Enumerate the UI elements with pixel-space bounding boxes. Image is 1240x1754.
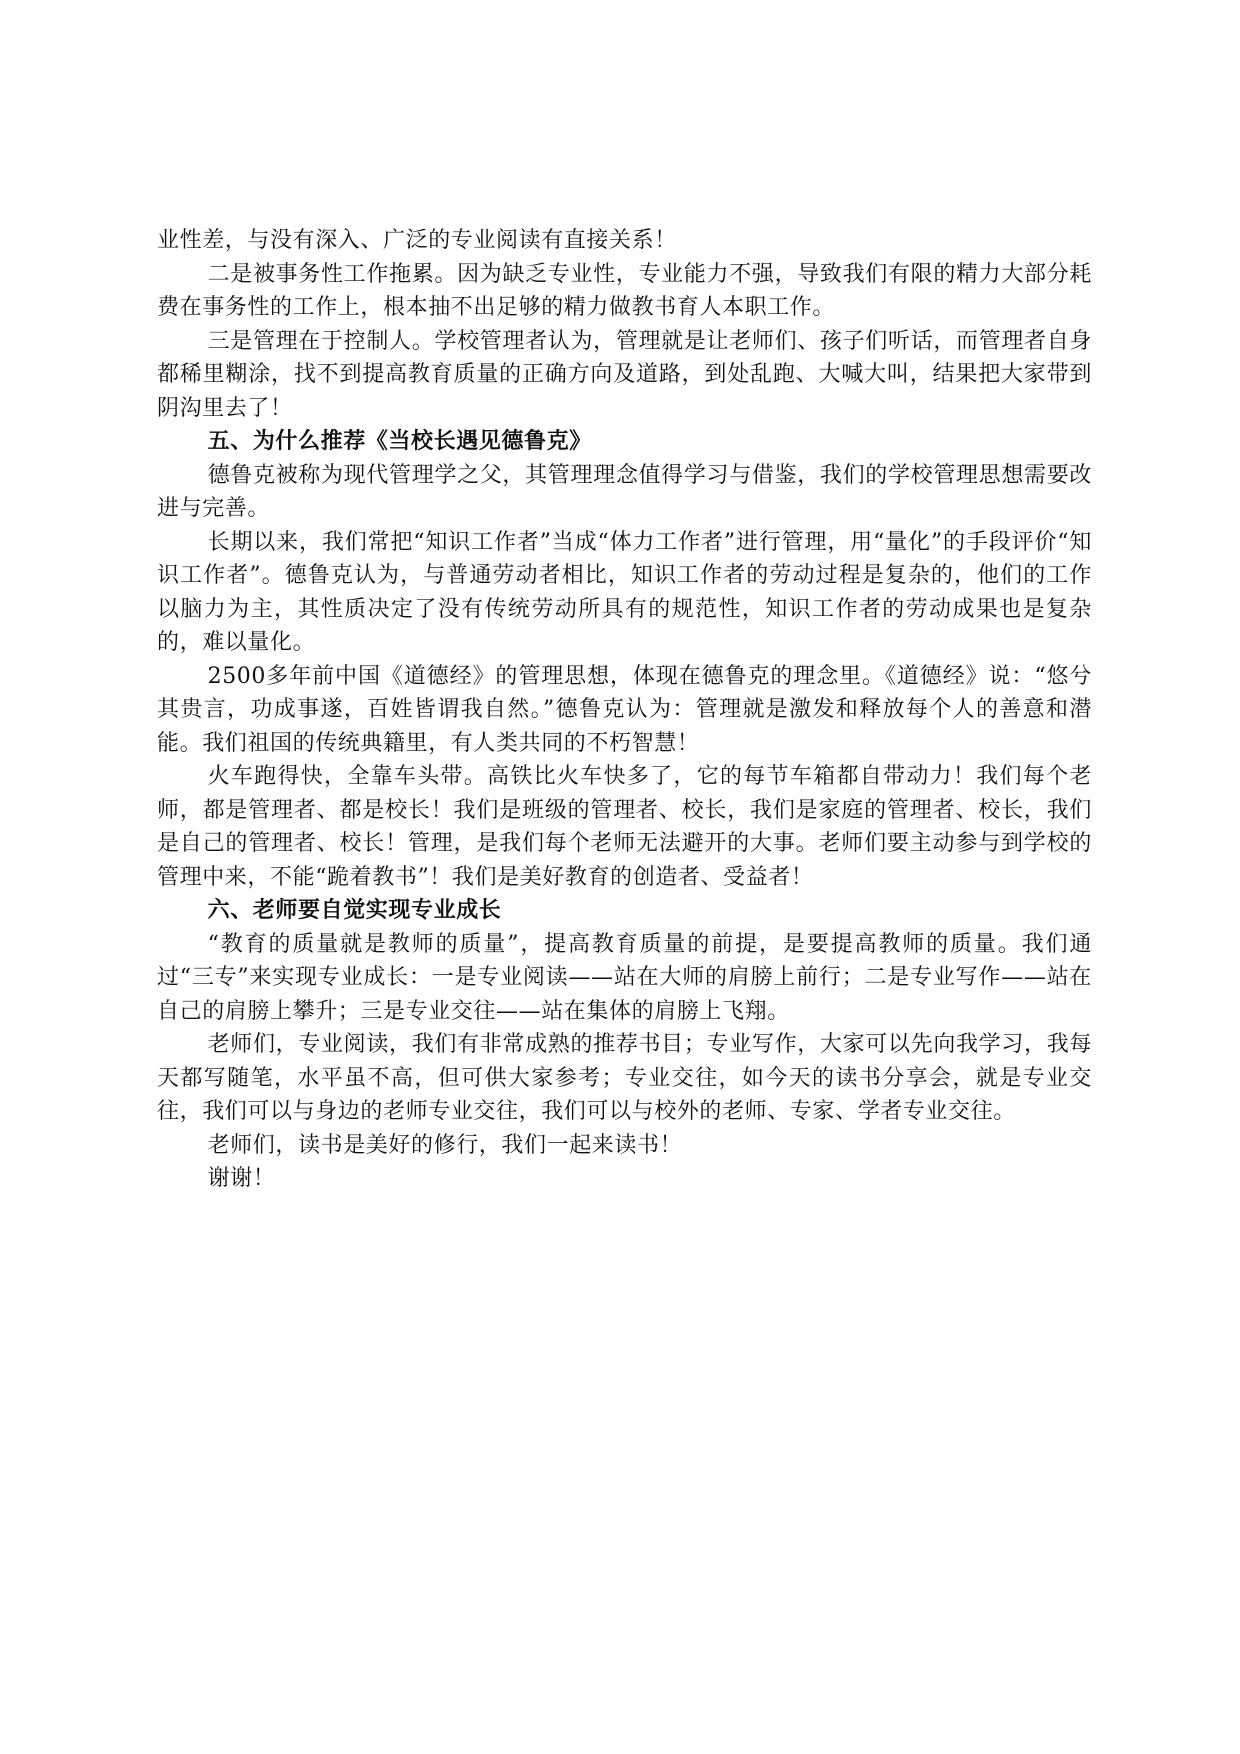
paragraph-drucker-intro: 德鲁克被称为现代管理学之父，其管理理念值得学习与借鉴，我们的学校管理思想需要改进与完善。 (157, 462, 1092, 521)
paragraph-train-metaphor: 火车跑得快，全靠车头带。高铁比火车快多了，它的每节车箱都自带动力！我们每个老师，都是管理者、都是校长！我们是班级的管理者、校长，我们是家庭的管理者、校长，我们是自己的管理者、校长！管理，是我们每个老师无法避开的大事。老师们要主动参与到学校的管理中来，不能“跪着教书”！我们是美好教育的创造者、受益者！ (157, 764, 1092, 890)
paragraph-three-professional: 老师们，专业阅读，我们有非常成熟的推荐书目；专业写作，大家可以先向我学习，我每天都写随笔，水平虽不高，但可供大家参考；专业交往，如今天的读书分享会，就是专业交往，我们可以与身边的老师专业交往，我们可以与校外的老师、专家、学者专业交往。 (157, 1032, 1092, 1124)
paragraph-point-three: 三是管理在于控制人。学校管理者认为，管理就是让老师们、孩子们听话，而管理者自身都稀里糊涂，找不到提高教育质量的正确方向及道路，到处乱跑、大喊大叫，结果把大家带到阴沟里去了！ (157, 328, 1092, 421)
section-heading-six: 六、老师要自觉实现专业成长 (207, 897, 502, 923)
paragraph-knowledge-workers: 长期以来，我们常把“知识工作者”当成“体力工作者”进行管理，用“量化”的手段评价“知识工作者”。德鲁克认为，与普通劳动者相比，知识工作者的劳动过程是复杂的，他们的工作以脑力为主，其性质决定了没有传统劳动所具有的规范性，知识工作者的劳动成果也是复杂的，难以量化。 (157, 529, 1092, 655)
paragraph-continuation: 业性差，与没有深入、广泛的专业阅读有直接关系！ (157, 228, 677, 253)
document-body (157, 224, 1092, 1196)
paragraph-point-two: 二是被事务性工作拖累。因为缺乏专业性，专业能力不强，导致我们有限的精力大部分耗费在事务性的工作上，根本抽不出足够的精力做教书育人本职工作。 (157, 261, 1092, 320)
paragraph-teacher-quality: “教育的质量就是教师的质量”，提高教育质量的前提，是要提高教师的质量。我们通过“三专”来实现专业成长：一是专业阅读——站在大师的肩膀上前行；二是专业写作——站在自己的肩膀上攀升；三是专业交往——站在集体的肩膀上飞翔。 (157, 931, 1092, 1024)
paragraph-daodejing: 2500多年前中国《道德经》的管理思想，体现在德鲁克的理念里。《道德经》说：“悠兮其贵言，功成事遂，百姓皆谓我自然。”德鲁克认为：管理就是激发和释放每个人的善意和潜能。我们祖国的传统典籍里，有人类共同的不朽智慧！ (157, 663, 1092, 756)
section-heading-five: 五、为什么推荐《当校长遇见德鲁克》 (207, 428, 592, 454)
paragraph-thanks: 谢谢！ (207, 1166, 276, 1191)
paragraph-read-together: 老师们，读书是美好的修行，我们一起来读书！ (207, 1132, 683, 1158)
